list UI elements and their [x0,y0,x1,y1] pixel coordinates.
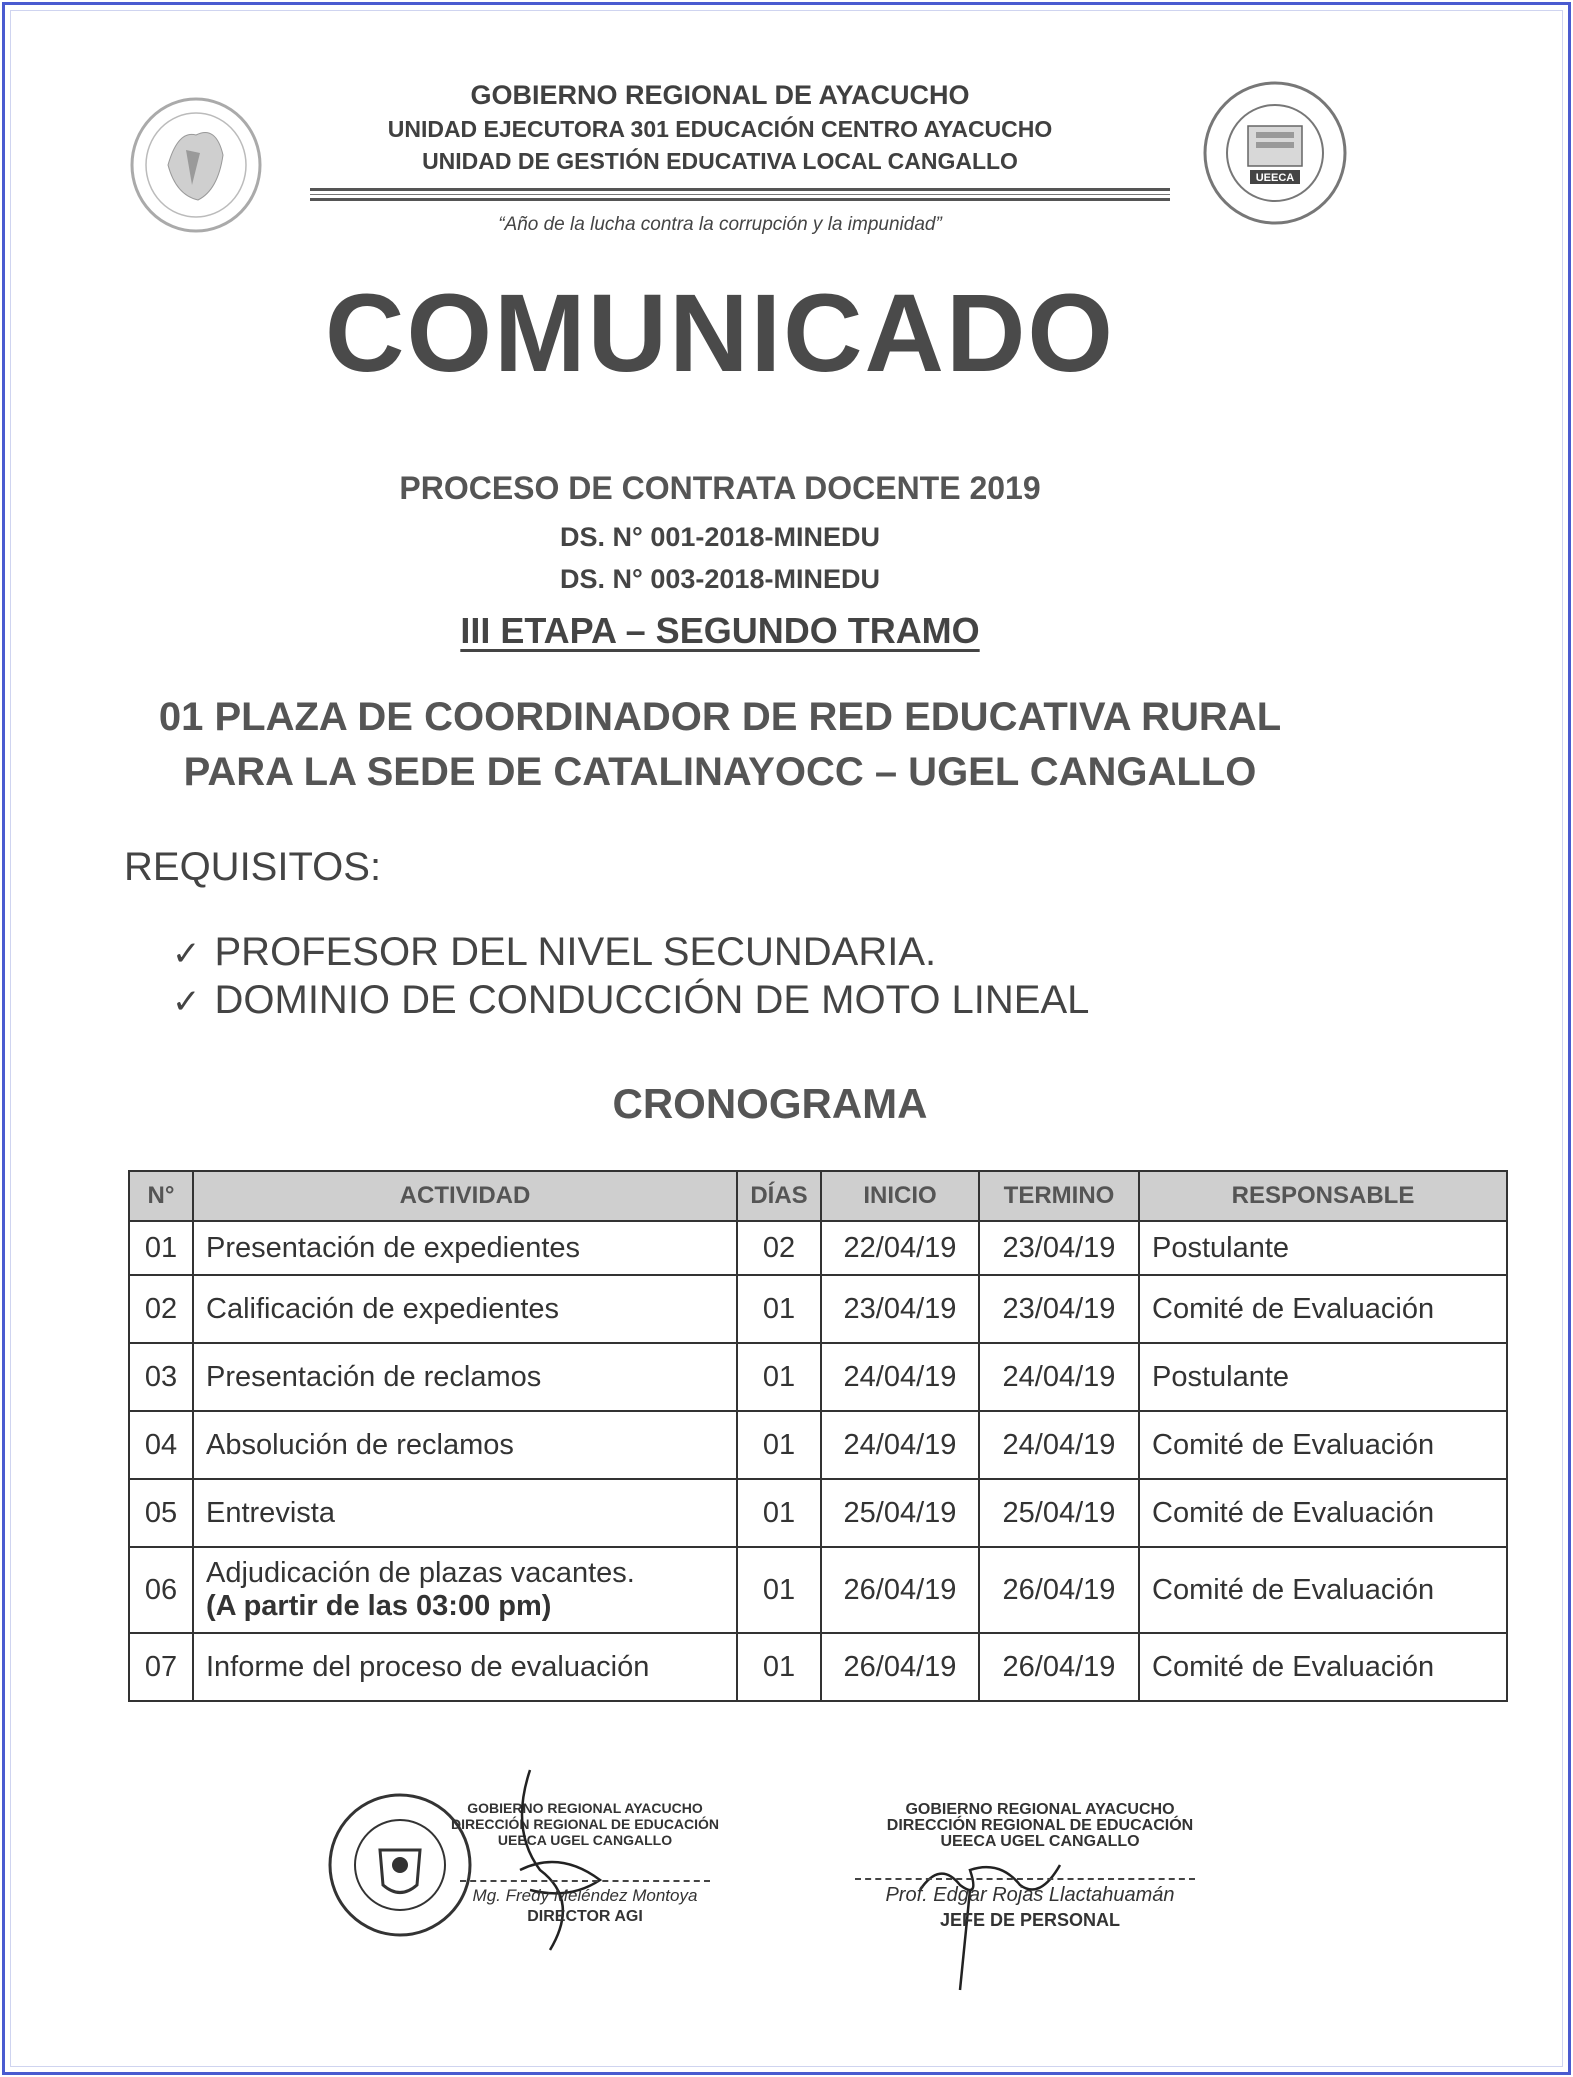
process-stage [200,610,1240,652]
cell-end: 23/04/19 [979,1221,1139,1275]
cell-activity: Entrevista [193,1479,737,1547]
cell-start: 22/04/19 [821,1221,979,1275]
regional-government-seal [128,95,264,235]
header-line-3: UNIDAD DE GESTIÓN EDUCATIVA LOCAL CANGALLO [422,148,1018,174]
checkmark-icon: ✓ [172,934,201,974]
cell-responsible: Comité de Evaluación [1139,1547,1507,1633]
cell-responsible: Postulante [1139,1221,1507,1275]
cell-responsible: Comité de Evaluación [1139,1479,1507,1547]
column-header-activity: ACTIVIDAD [193,1171,737,1221]
process-stage-text: III ETAPA – SEGUNDO TRAMO [460,610,980,651]
right-org-line-1: GOBIERNO REGIONAL AYACUCHO [905,1801,1175,1818]
cell-days: 01 [737,1411,821,1479]
cell-end: 24/04/19 [979,1343,1139,1411]
cell-end: 23/04/19 [979,1275,1139,1343]
schedule-heading: CRONOGRAMA [612,1080,928,1127]
cell-activity-note: (A partir de las 03:00 pm) [206,1590,552,1622]
cell-activity: Presentación de expedientes [193,1221,737,1275]
cell-activity: Informe del proceso de evaluación [193,1633,737,1701]
right-signature-line [855,1878,1195,1880]
right-org-line-3: UEECA UGEL CANGALLO [940,1833,1140,1850]
cell-end: 24/04/19 [979,1411,1139,1479]
requirement-item [172,978,1089,1023]
table-row [129,1411,1507,1479]
table-row [129,1221,1507,1275]
table-row [129,1275,1507,1343]
vacancy-line-1: 01 PLAZA DE COORDINADOR DE RED EDUCATIVA RURAL [158,695,1282,739]
cell-days: 01 [737,1479,821,1547]
cell-start: 26/04/19 [821,1547,979,1633]
header-rule [310,188,1170,191]
ugel-execution-unit-seal [1200,78,1350,228]
right-seal-badge: UEECA [1255,172,1295,184]
header-rule [310,198,1170,201]
column-header-responsible: RESPONSABLE [1139,1171,1507,1221]
cell-activity: Presentación de reclamos [193,1343,737,1411]
left-signature-scribble [470,1750,650,1980]
cell-days: 01 [737,1547,821,1633]
cell-start: 25/04/19 [821,1479,979,1547]
decree-2: DS. N° 003-2018-MINEDU [560,564,880,594]
left-signature-line [460,1880,710,1882]
cell-days: 01 [737,1633,821,1701]
cell-number: 03 [129,1343,193,1411]
requirement-text: PROFESOR DEL NIVEL SECUNDARIA. [214,930,937,974]
cell-end: 26/04/19 [979,1633,1139,1701]
left-org-line-2: DIRECCIÓN REGIONAL DE EDUCACIÓN [450,1816,720,1832]
requirement-text: DOMINIO DE CONDUCCIÓN DE MOTO LINEAL [214,978,1090,1022]
column-header-days: DÍAS [737,1171,821,1221]
vacancy-line-2: PARA LA SEDE DE CATALINAYOCC – UGEL CANGALLO [183,750,1257,794]
table-row [129,1343,1507,1411]
table-row [129,1479,1507,1547]
cell-start: 23/04/19 [821,1275,979,1343]
column-header-end: TERMINO [979,1171,1139,1221]
left-org-line-3: UEECA UGEL CANGALLO [497,1832,673,1848]
header-line-1: GOBIERNO REGIONAL DE AYACUCHO [470,80,970,110]
table-row [129,1547,1507,1633]
decree-1: DS. N° 001-2018-MINEDU [560,522,880,552]
checkmark-icon: ✓ [172,982,201,1022]
left-org-line-1: GOBIERNO REGIONAL AYACUCHO [467,1800,703,1816]
cell-activity: Calificación de expedientes [193,1275,737,1343]
cell-responsible: Postulante [1139,1343,1507,1411]
cell-start: 24/04/19 [821,1343,979,1411]
schedule-table [128,1170,1508,1702]
left-signer-name: Mg. Fredy Meléndez Montoya [472,1886,698,1905]
cell-responsible: Comité de Evaluación [1139,1275,1507,1343]
header-rule [310,194,1170,195]
cell-responsible: Comité de Evaluación [1139,1633,1507,1701]
cell-days: 02 [737,1221,821,1275]
year-motto: “Año de la lucha contra la corrupción y la impunidad” [498,214,942,235]
cell-end: 26/04/19 [979,1547,1139,1633]
cell-number: 07 [129,1633,193,1701]
cell-days: 01 [737,1275,821,1343]
table-header-row [129,1171,1507,1221]
page-title: COMUNICADO [325,272,1115,395]
column-header-start: INICIO [821,1171,979,1221]
cell-number: 02 [129,1275,193,1343]
cell-number: 05 [129,1479,193,1547]
cell-number: 01 [129,1221,193,1275]
column-header-number: N° [129,1171,193,1221]
header-line-2: UNIDAD EJECUTORA 301 EDUCACIÓN CENTRO AYACUCHO [387,116,1053,142]
cell-activity: Absolución de reclamos [193,1411,737,1479]
table-row [129,1633,1507,1701]
cell-start: 24/04/19 [821,1411,979,1479]
process-name: PROCESO DE CONTRATA DOCENTE 2019 [399,470,1041,506]
right-signer-name: Prof. Edgar Rojas Llactahuamán [885,1884,1175,1906]
cell-end: 25/04/19 [979,1479,1139,1547]
requirement-item [172,930,936,975]
right-signer-role: JEFE DE PERSONAL [939,1910,1121,1930]
cell-number: 04 [129,1411,193,1479]
left-signer-role: DIRECTOR AGI [527,1908,643,1925]
cell-responsible: Comité de Evaluación [1139,1411,1507,1479]
right-org-line-2: DIRECCIÓN REGIONAL DE EDUCACIÓN [886,1817,1194,1834]
cell-days: 01 [737,1343,821,1411]
cell-activity [193,1547,737,1633]
cell-number: 06 [129,1547,193,1633]
requirements-heading: REQUISITOS: [124,845,382,889]
cell-activity-text: Adjudicación de plazas vacantes. [206,1557,635,1589]
cell-start: 26/04/19 [821,1633,979,1701]
